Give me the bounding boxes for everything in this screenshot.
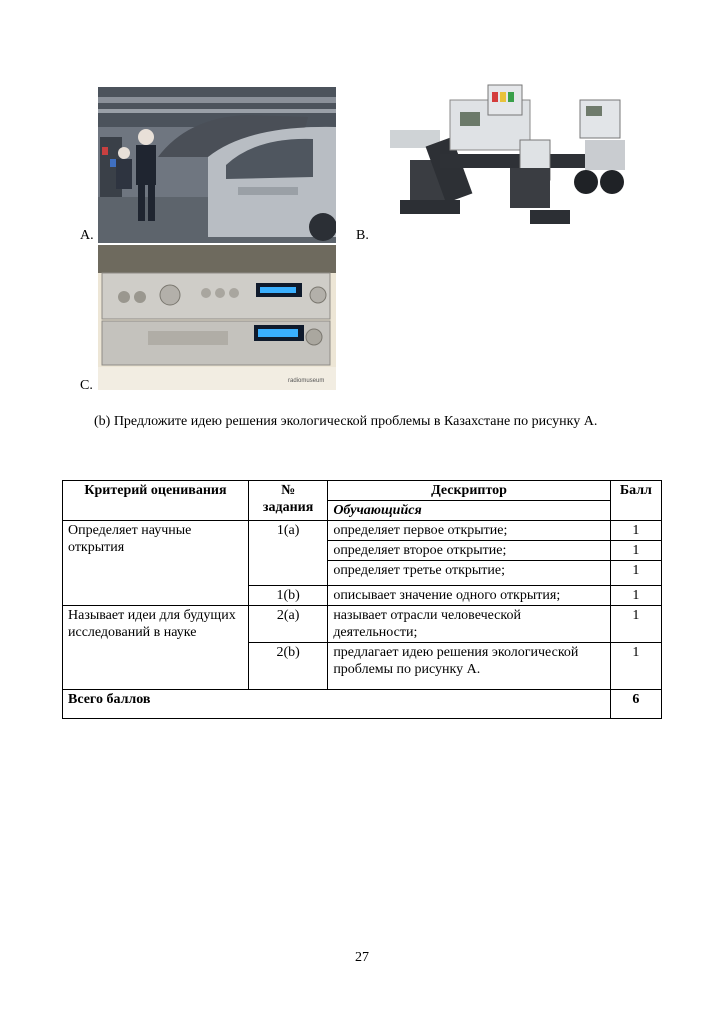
task-cell: 1(a)	[248, 521, 327, 586]
question-b-text: (b) Предложите идею решения экологической проблемы в Казахстане по рисунку А.	[94, 414, 598, 429]
header-criterion: Критерий оценивания	[63, 481, 249, 521]
criterion-cell-2: Называет идеи для будущих исследований в науке	[63, 606, 249, 690]
figure-b-robots	[380, 70, 642, 235]
header-task-no-line2: задания	[262, 500, 314, 515]
header-task-no-line1: №	[281, 483, 296, 498]
score-cell: 1	[610, 561, 661, 586]
descriptor-cell: предлагает идею решения экологической проблемы по рисунку А.	[328, 643, 610, 690]
descriptor-cell: определяет первое открытие;	[328, 521, 610, 541]
page-number: 27	[355, 950, 369, 965]
table-header-row	[63, 481, 662, 501]
total-score: 6	[610, 690, 661, 719]
table-row	[63, 521, 662, 541]
score-cell: 1	[610, 606, 661, 643]
assessment-table	[62, 480, 662, 719]
descriptor-cell: называет отрасли человеческой деятельности;	[328, 606, 610, 643]
descriptor-cell: определяет третье открытие;	[328, 561, 610, 586]
descriptor-cell: определяет второе открытие;	[328, 541, 610, 561]
score-cell: 1	[610, 643, 661, 690]
task-cell: 1(b)	[248, 586, 327, 606]
figure-a-car-factory	[98, 87, 336, 243]
figure-c-radio-equipment	[98, 245, 336, 390]
header-score: Балл	[610, 481, 661, 521]
total-label: Всего баллов	[63, 690, 611, 719]
criterion-cell-1: Определяет научные открытия	[63, 521, 249, 606]
score-cell: 1	[610, 541, 661, 561]
header-task-no	[248, 481, 327, 521]
task-cell: 2(b)	[248, 643, 327, 690]
score-cell: 1	[610, 521, 661, 541]
figure-c-label: C.	[80, 378, 93, 393]
descriptor-cell: описывает значение одного открытия;	[328, 586, 610, 606]
header-descriptor: Дескриптор	[328, 481, 610, 501]
score-cell: 1	[610, 586, 661, 606]
figure-b-label: B.	[356, 228, 369, 243]
total-row	[63, 690, 662, 719]
figure-c-watermark: radiomuseum	[288, 378, 325, 384]
figure-a-label: A.	[80, 228, 94, 243]
table-row	[63, 606, 662, 643]
header-learner: Обучающийся	[328, 501, 610, 521]
task-cell: 2(a)	[248, 606, 327, 643]
